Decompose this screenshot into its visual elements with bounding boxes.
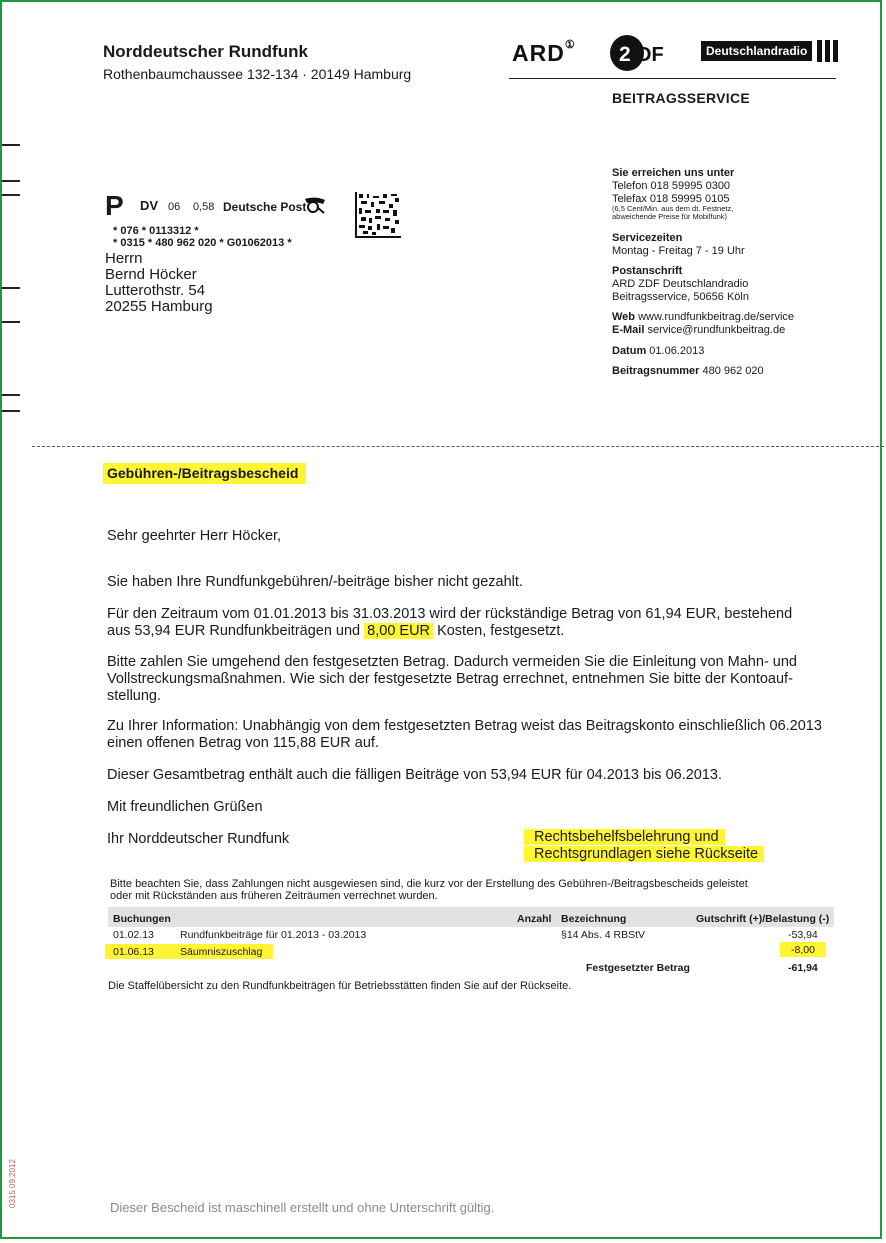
row-1-date: 01.02.13 — [113, 929, 154, 941]
paragraph-3a: Bitte zahlen Sie umgehend den festgesetzten Betrag. Dadurch vermeiden Sie die Einleitung von Mahn- und — [107, 654, 797, 670]
fold-mark — [2, 287, 20, 289]
date-line: Datum 01.06.2013 — [612, 345, 705, 357]
fold-mark — [2, 144, 20, 146]
recipient-city: 20255 Hamburg — [105, 298, 213, 315]
fold-mark — [2, 194, 20, 196]
total-label: Festgesetzter Betrag — [586, 962, 690, 974]
postal-code-line-1: * 076 * 0113312 * — [113, 225, 199, 237]
closing: Mit freundlichen Grüßen — [107, 799, 263, 815]
row-2-text: Säumniszuschlag — [180, 946, 263, 958]
row-1-amount: -53,94 — [788, 929, 818, 941]
sender-address: Rothenbaumchaussee 132-134 · 20149 Hamburg — [103, 66, 412, 82]
paragraph-3b: Vollstreckungsmaßnahmen. Wie sich der festgesetzte Betrag errechnet, entnehmen Sie bitte der Kontoauf- — [107, 671, 793, 687]
email-link[interactable]: service@rundfunkbeitrag.de — [647, 324, 786, 336]
paragraph-1: Sie haben Ihre Rundfunkgebühren/-beiträge bisher nicht gezahlt. — [107, 574, 523, 590]
letter-date: 01.06.2013 — [649, 345, 705, 357]
statement-note-2: oder mit Rückständen aus früheren Zeiträumen verrechnet wurden. — [110, 890, 438, 902]
paragraph-2b-pre: aus 53,94 EUR Rundfunkbeiträgen und — [107, 623, 361, 639]
row-2-amount: -8,00 — [791, 944, 815, 956]
contact-heading: Sie erreichen uns unter — [612, 167, 735, 179]
sender-name: Norddeutscher Rundfunk — [103, 42, 308, 61]
highlighted-costs: 8,00 EUR — [364, 623, 433, 639]
postage-price: 0,58 — [193, 201, 215, 213]
deutschlandradio-text: Deutschlandradio — [701, 41, 812, 61]
web-link[interactable]: www.rundfunkbeitrag.de/service — [638, 311, 795, 323]
beitragsnummer-line: Beitragsnummer 480 962 020 — [612, 365, 764, 377]
paragraph-2b — [107, 623, 847, 639]
fold-mark — [2, 394, 20, 396]
machine-generated-note: Dieser Bescheid ist maschinell erstellt und ohne Unterschrift gültig. — [110, 1200, 495, 1215]
datamatrix-code — [355, 192, 401, 238]
paragraph-4a: Zu Ihrer Information: Unabhängig von dem festgesetzten Betrag weist das Beitragskonto einschließlich 06.2013 — [107, 718, 822, 734]
row-1-designation: §14 Abs. 4 RBStV — [561, 929, 646, 941]
legal-note-1: Rechtsbehelfsbelehrung und — [524, 829, 725, 845]
fold-line — [32, 446, 884, 447]
signature: Ihr Norddeutscher Rundfunk — [107, 831, 290, 847]
postage-dv: DV — [140, 198, 159, 213]
fax-note-2: abweichende Preise für Mobilfunk) — [612, 212, 728, 221]
postal-code-line-2: * 0315 * 480 962 020 * G01062013 * — [113, 237, 292, 249]
recipient-street: Lutterothstr. 54 — [105, 282, 206, 299]
service-hours-heading: Servicezeiten — [612, 232, 683, 244]
beitragsnummer: 480 962 020 — [702, 365, 764, 377]
beitragsservice-brand: BEITRAGSSERVICE — [612, 90, 751, 106]
row-1-text: Rundfunkbeiträge für 01.2013 - 03.2013 — [180, 929, 367, 941]
staffel-note: Die Staffelübersicht zu den Rundfunkbeiträgen für Betriebsstätten finden Sie auf der Rückseite. — [108, 980, 572, 992]
ard-logo-text: ARD — [512, 40, 565, 66]
greeting: Sehr geehrter Herr Höcker, — [107, 528, 282, 544]
legal-note-2: Rechtsgrundlagen siehe Rückseite — [524, 846, 764, 862]
paragraph-2a: Für den Zeitraum vom 01.01.2013 bis 31.03.2013 wird der rückständige Betrag von 61,94 EUR, bestehend — [107, 606, 793, 622]
service-hours: Montag - Freitag 7 - 19 Uhr — [612, 245, 745, 257]
fold-mark — [2, 321, 20, 323]
contact-fax: Telefax 018 59995 0105 — [612, 193, 730, 205]
statement-note-1: Bitte beachten Sie, dass Zahlungen nicht ausgewiesen sind, die kurz vor der Erstellung des Gebühren-/Beitragsbescheids geleistet — [110, 878, 748, 890]
postage-p: P — [105, 190, 124, 221]
letter-title: Gebühren-/Beitragsbescheid — [103, 463, 306, 484]
deutschlandradio-logo — [701, 40, 838, 62]
postal-heading: Postanschrift — [612, 265, 683, 277]
post-horn-icon — [303, 195, 327, 215]
column-header-designation: Bezeichnung — [561, 913, 627, 925]
paragraph-4b: einen offenen Betrag von 115,88 EUR auf. — [107, 735, 379, 751]
total-amount: -61,94 — [788, 962, 818, 974]
recipient-salutation: Herrn — [105, 250, 143, 267]
column-header-amount: Gutschrift (+)/Belastung (-) — [696, 913, 830, 925]
fold-mark — [2, 410, 20, 412]
postage-dv-code: 06 — [168, 201, 181, 213]
paragraph-3c: stellung. — [107, 688, 162, 704]
column-header-count: Anzahl — [517, 913, 552, 925]
svg-text:2: 2 — [619, 43, 631, 66]
side-form-code: 0315 09.2012 — [8, 1159, 17, 1208]
fax-note-1: (6,5 Cent/Min. aus dem dt. Festnetz, — [612, 204, 734, 213]
contact-phone: Telefon 018 59995 0300 — [612, 180, 731, 192]
postal-line-1: ARD ZDF Deutschlandradio — [612, 278, 749, 290]
svg-text:DF: DF — [637, 44, 664, 66]
web-line: Web www.rundfunkbeitrag.de/service — [612, 311, 795, 323]
ard-logo: ARD① — [512, 39, 576, 66]
paragraph-2b-post: Kosten, festgesetzt. — [437, 623, 565, 639]
postal-line-2: Beitragsservice, 50656 Köln — [612, 291, 749, 303]
column-header-bookings: Buchungen — [113, 913, 171, 925]
row-2-date: 01.06.13 — [113, 946, 154, 958]
postage-carrier: Deutsche Post — [223, 200, 307, 214]
zdf-logo — [609, 34, 677, 72]
email-line: E-Mail service@rundfunkbeitrag.de — [612, 324, 786, 336]
recipient-name: Bernd Höcker — [105, 266, 197, 283]
fold-mark — [2, 180, 20, 182]
paragraph-5: Dieser Gesamtbetrag enthält auch die fälligen Beiträge von 53,94 EUR für 04.2013 bis 06.2013. — [107, 767, 723, 783]
header-rule — [509, 78, 836, 79]
